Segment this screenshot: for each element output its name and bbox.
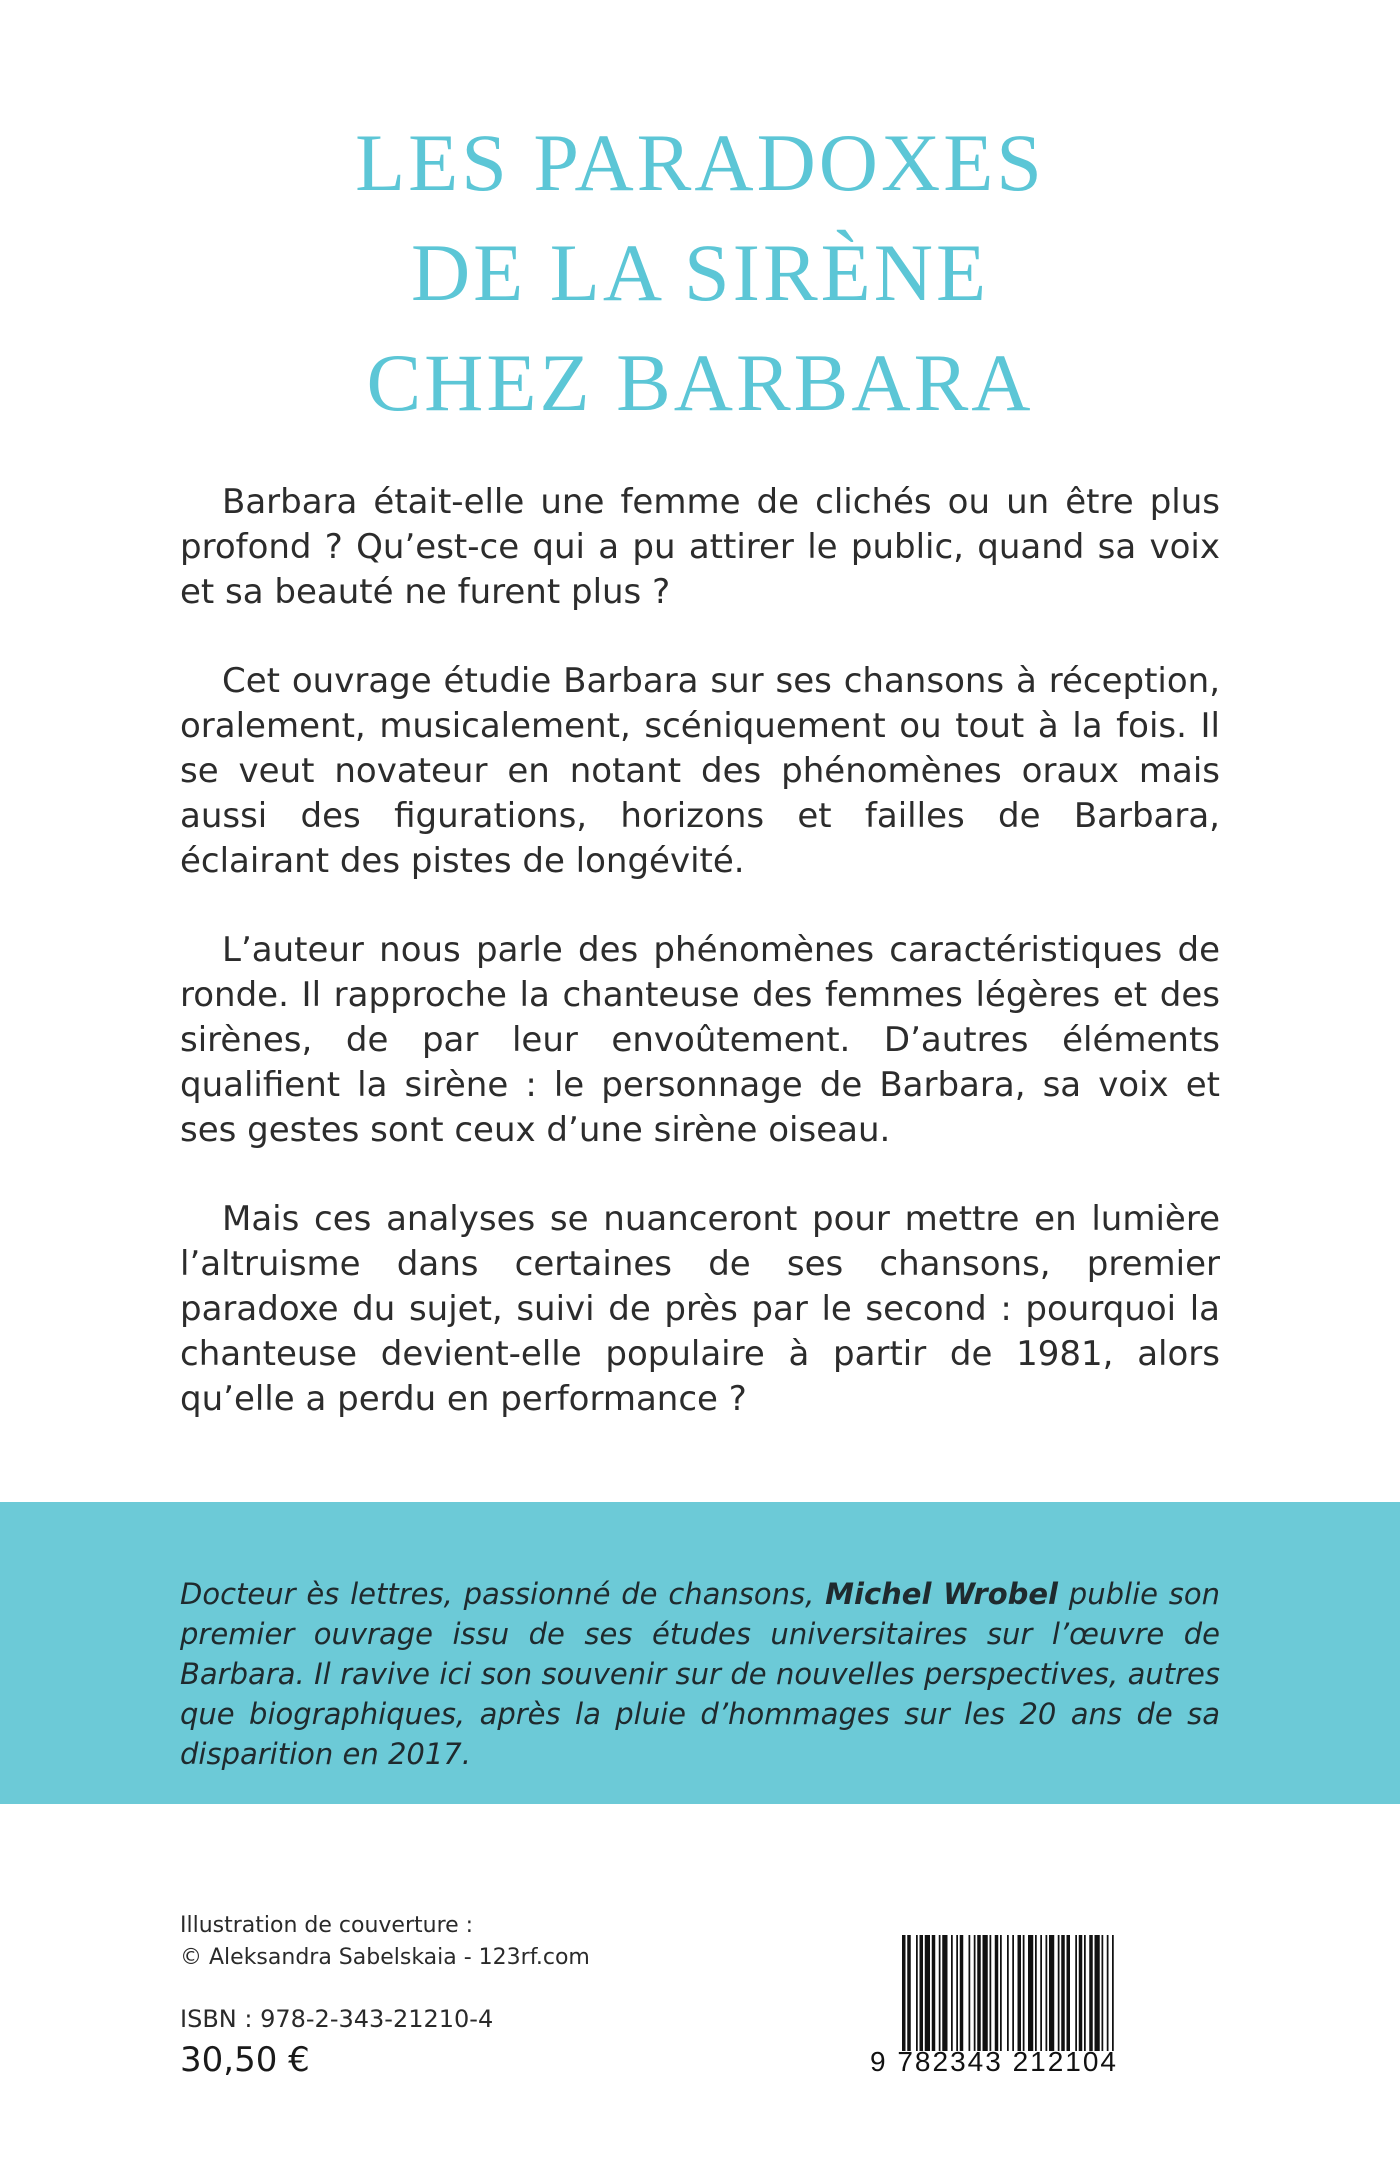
barcode-bar	[1102, 1935, 1104, 2051]
barcode-bar	[1028, 1935, 1033, 2051]
credits-label: Illustration de couverture :	[180, 1913, 474, 1938]
author-band	[0, 1502, 1400, 1804]
barcode-bar	[974, 1935, 976, 2051]
barcode-bar	[1058, 1935, 1060, 2051]
title-line-1: LES PARADOXES	[355, 117, 1045, 208]
title-line-3: CHEZ BARBARA	[366, 337, 1034, 428]
summary-paragraph-4: Mais ces analyses se nuanceront pour mettre en lumière l’altruisme dans certaines de ses chansons, premier paradoxe du sujet, suivi de près par le second : pourquoi la chanteuse devient-elle populaire à partir de 1981, alors qu’elle a perdu en performance ?	[180, 1199, 1220, 1419]
illustration-credits	[180, 1910, 740, 1974]
credits-value: © Aleksandra Sabelskaia - 123rf.com	[180, 1945, 590, 1970]
book-title	[0, 108, 1400, 438]
barcode-digits: 9 782343 212104	[870, 2046, 1118, 2077]
summary-paragraph-2: Cet ouvrage étudie Barbara sur ses chansons à réception, oralement, musicalement, scéniquement ou tout à la fois. Il se veut novateur en notant des phénomènes oraux mais aussi des figurations, horizons et failles de Barbara, éclairant des pistes de longévité.	[180, 661, 1220, 881]
barcode-bar	[902, 1935, 906, 2051]
barcode-bar	[920, 1935, 924, 2051]
author-name: Michel Wrobel	[825, 1577, 1058, 1611]
barcode-bar	[1000, 1935, 1002, 2051]
barcode-bar	[960, 1935, 964, 2051]
barcode-bar	[925, 1935, 930, 2051]
barcode-bar	[969, 1935, 971, 2051]
barcode-bar	[995, 1935, 999, 2051]
summary-paragraph-3: L’auteur nous parle des phénomènes caractéristiques de ronde. Il rapproche la chanteuse des femmes légères et des sirènes, de par leur envoûtement. D’autres éléments qualifient la sirène : le personnage de Barbara, sa voix et ses gestes sont ceux d’une sirène oiseau.	[180, 930, 1220, 1150]
barcode-bar	[956, 1935, 958, 2051]
bio-rest: publie son premier ouvrage issu de ses études universitaires sur l’œuvre de Barbara. Il ravive ici son souvenir sur de nouvelles perspectives, autres que biographiques, après la pluie d’hommages sur les 20 ans de sa disparition en 2017.	[180, 1577, 1221, 1771]
barcode-bar	[977, 1935, 981, 2051]
barcode-bar	[939, 1935, 941, 2051]
summary-paragraph-1: Barbara était-elle une femme de clichés ou un être plus profond ? Qu’est-ce qui a pu attirer le public, quand sa voix et sa beauté ne furent plus ?	[180, 482, 1220, 612]
summary-text	[180, 480, 1220, 1466]
barcode-bar	[1079, 1935, 1083, 2051]
barcode-bar	[951, 1935, 953, 2051]
barcode-bar	[1012, 1935, 1014, 2051]
barcode-bar	[942, 1935, 947, 2051]
barcode-bar	[1061, 1935, 1065, 2051]
barcode-bar	[932, 1935, 936, 2051]
barcode-bar	[1084, 1935, 1086, 2051]
barcode-bar	[1107, 1935, 1109, 2051]
barcode-bar	[1007, 1935, 1009, 2051]
barcode-bar	[1040, 1935, 1042, 2051]
barcode-bar	[1095, 1935, 1100, 2051]
barcode-bar	[1075, 1935, 1077, 2051]
barcode-bar	[983, 1935, 988, 2051]
price: 30,50 €	[180, 2040, 310, 2080]
isbn: ISBN : 978-2-343-21210-4	[180, 2005, 494, 2033]
barcode-bar	[1089, 1935, 1093, 2051]
author-bio	[180, 1574, 1220, 1774]
title-line-2: DE LA SIRÈNE	[410, 227, 990, 318]
barcode-bar	[1067, 1935, 1071, 2051]
barcode-bar	[1112, 1935, 1114, 2051]
barcode-bar	[1035, 1935, 1037, 2051]
barcode-bar	[990, 1935, 992, 2051]
barcode-bar	[1049, 1935, 1054, 2051]
barcode-bar	[1018, 1935, 1022, 2051]
barcode-bar	[907, 1935, 911, 2051]
bio-intro: Docteur ès lettres, passionné de chansons,	[180, 1577, 826, 1611]
barcode-bar	[1023, 1935, 1025, 2051]
barcode-bar	[1046, 1935, 1048, 2051]
barcode-bar	[916, 1935, 918, 2051]
